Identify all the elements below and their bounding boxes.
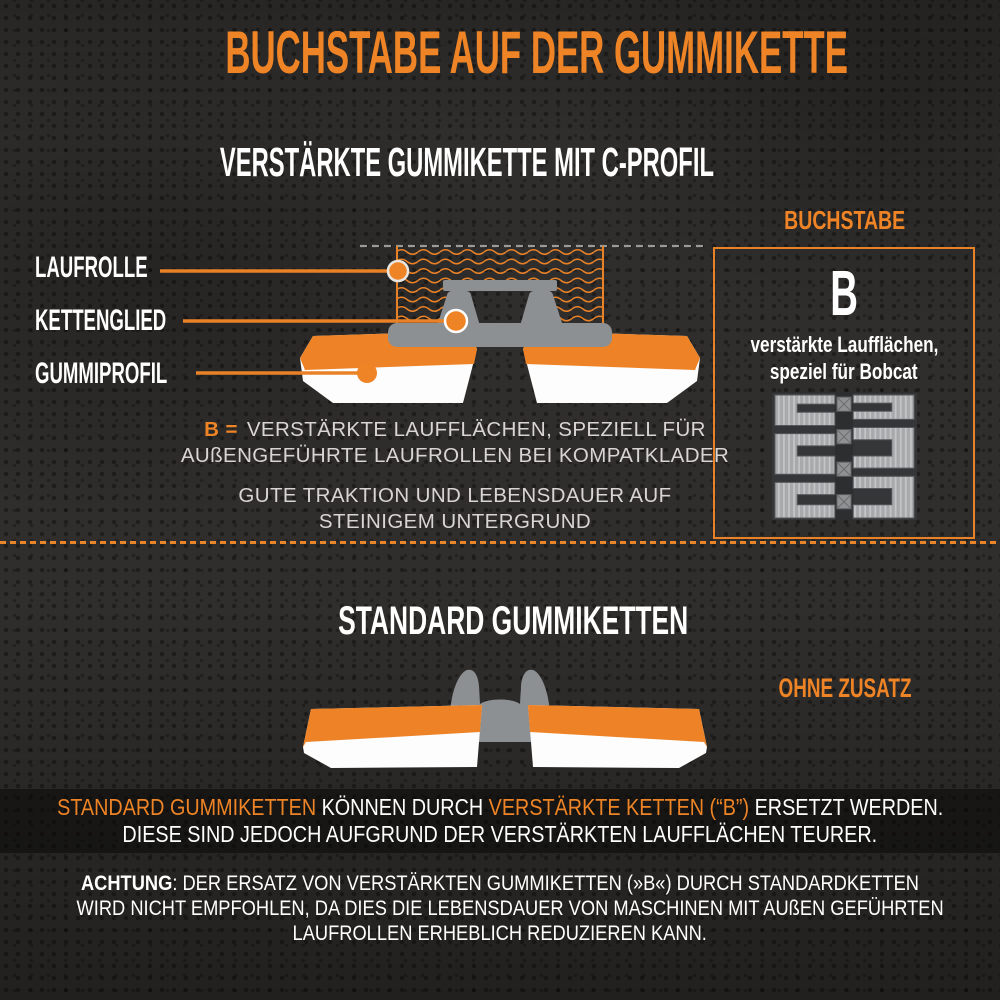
page-title-text: BUCHSTABE AUF DER GUMMIKETTE	[225, 19, 848, 86]
reinforced-section-heading	[0, 140, 934, 184]
standard-track-diagram	[280, 655, 720, 780]
comparison-line2: DIESE SIND JEDOCH AUFGRUND DER VERSTÄRKTEN LAUFFLÄCHEN TEURER.	[122, 821, 878, 847]
reinforced-section-heading-text: VERSTÄRKTE GUMMIKETTE MIT C-PROFIL	[219, 139, 715, 185]
b-definition	[0, 417, 910, 469]
standard-section-heading: STANDARD GUMMIKETTEN	[337, 599, 689, 643]
warning-line2: WIRD NICHT EMPFOHLEN, DA DIES DIE LEBENSDAUER VON MASCHINEN MIT AUßEN GEFÜHRTEN	[76, 896, 944, 920]
buchstabe-letter: B	[830, 257, 858, 329]
b-equals: B =	[204, 418, 238, 441]
dashed-divider	[0, 541, 1000, 544]
label-kettenglied: KETTENGLIED	[35, 304, 167, 337]
kettenglied-pointer-dot	[445, 310, 467, 332]
laufrolle-pointer-dot	[388, 261, 408, 281]
gummiprofil-pointer-dot	[357, 363, 377, 383]
label-laufrolle: LAUFROLLE	[35, 251, 148, 284]
reinforced-track-diagram	[30, 235, 720, 415]
warning-line3: LAUFROLLEN ERHEBLICH REDUZIEREN KANN.	[292, 921, 708, 945]
comparison-line1: STANDARD GUMMIKETTEN KÖNNEN DURCH VERSTÄRKTE KETTEN (“B”) ERSETZT WERDEN.	[56, 794, 944, 820]
comparison-band	[0, 789, 1000, 853]
page-title	[0, 19, 1000, 86]
chain-link-base	[388, 323, 612, 347]
warning-text	[0, 871, 1000, 946]
chain-link-top-bar	[443, 280, 557, 291]
buchstabe-description: verstärkte Laufflächen, speziel für Bobcat	[750, 332, 938, 384]
warning-label: ACHTUNG	[80, 871, 173, 895]
b-definition-line1: B = VERSTÄRKTE LAUFFLÄCHEN, SPEZIELL FÜR	[204, 418, 706, 441]
buchstabe-heading: BUCHSTABE	[784, 205, 906, 235]
warning-line1: ACHTUNG: DER ERSATZ VON VERSTÄRKTEN GUMMIKETTEN (»B«) DURCH STANDARDKETTEN	[80, 871, 920, 895]
ohne-zusatz-tag: OHNE ZUSATZ	[778, 673, 912, 703]
benefit-text: GUTE TRAKTION UND LEBENSDAUER AUF STEINIGEM UNTERGRUND	[238, 484, 672, 533]
label-gummiprofil: GUMMIPROFIL	[35, 357, 168, 390]
b-definition-line2: AUßENGEFÜHRTE LAUFROLLEN BEI KOMPATKLADER	[180, 444, 730, 467]
